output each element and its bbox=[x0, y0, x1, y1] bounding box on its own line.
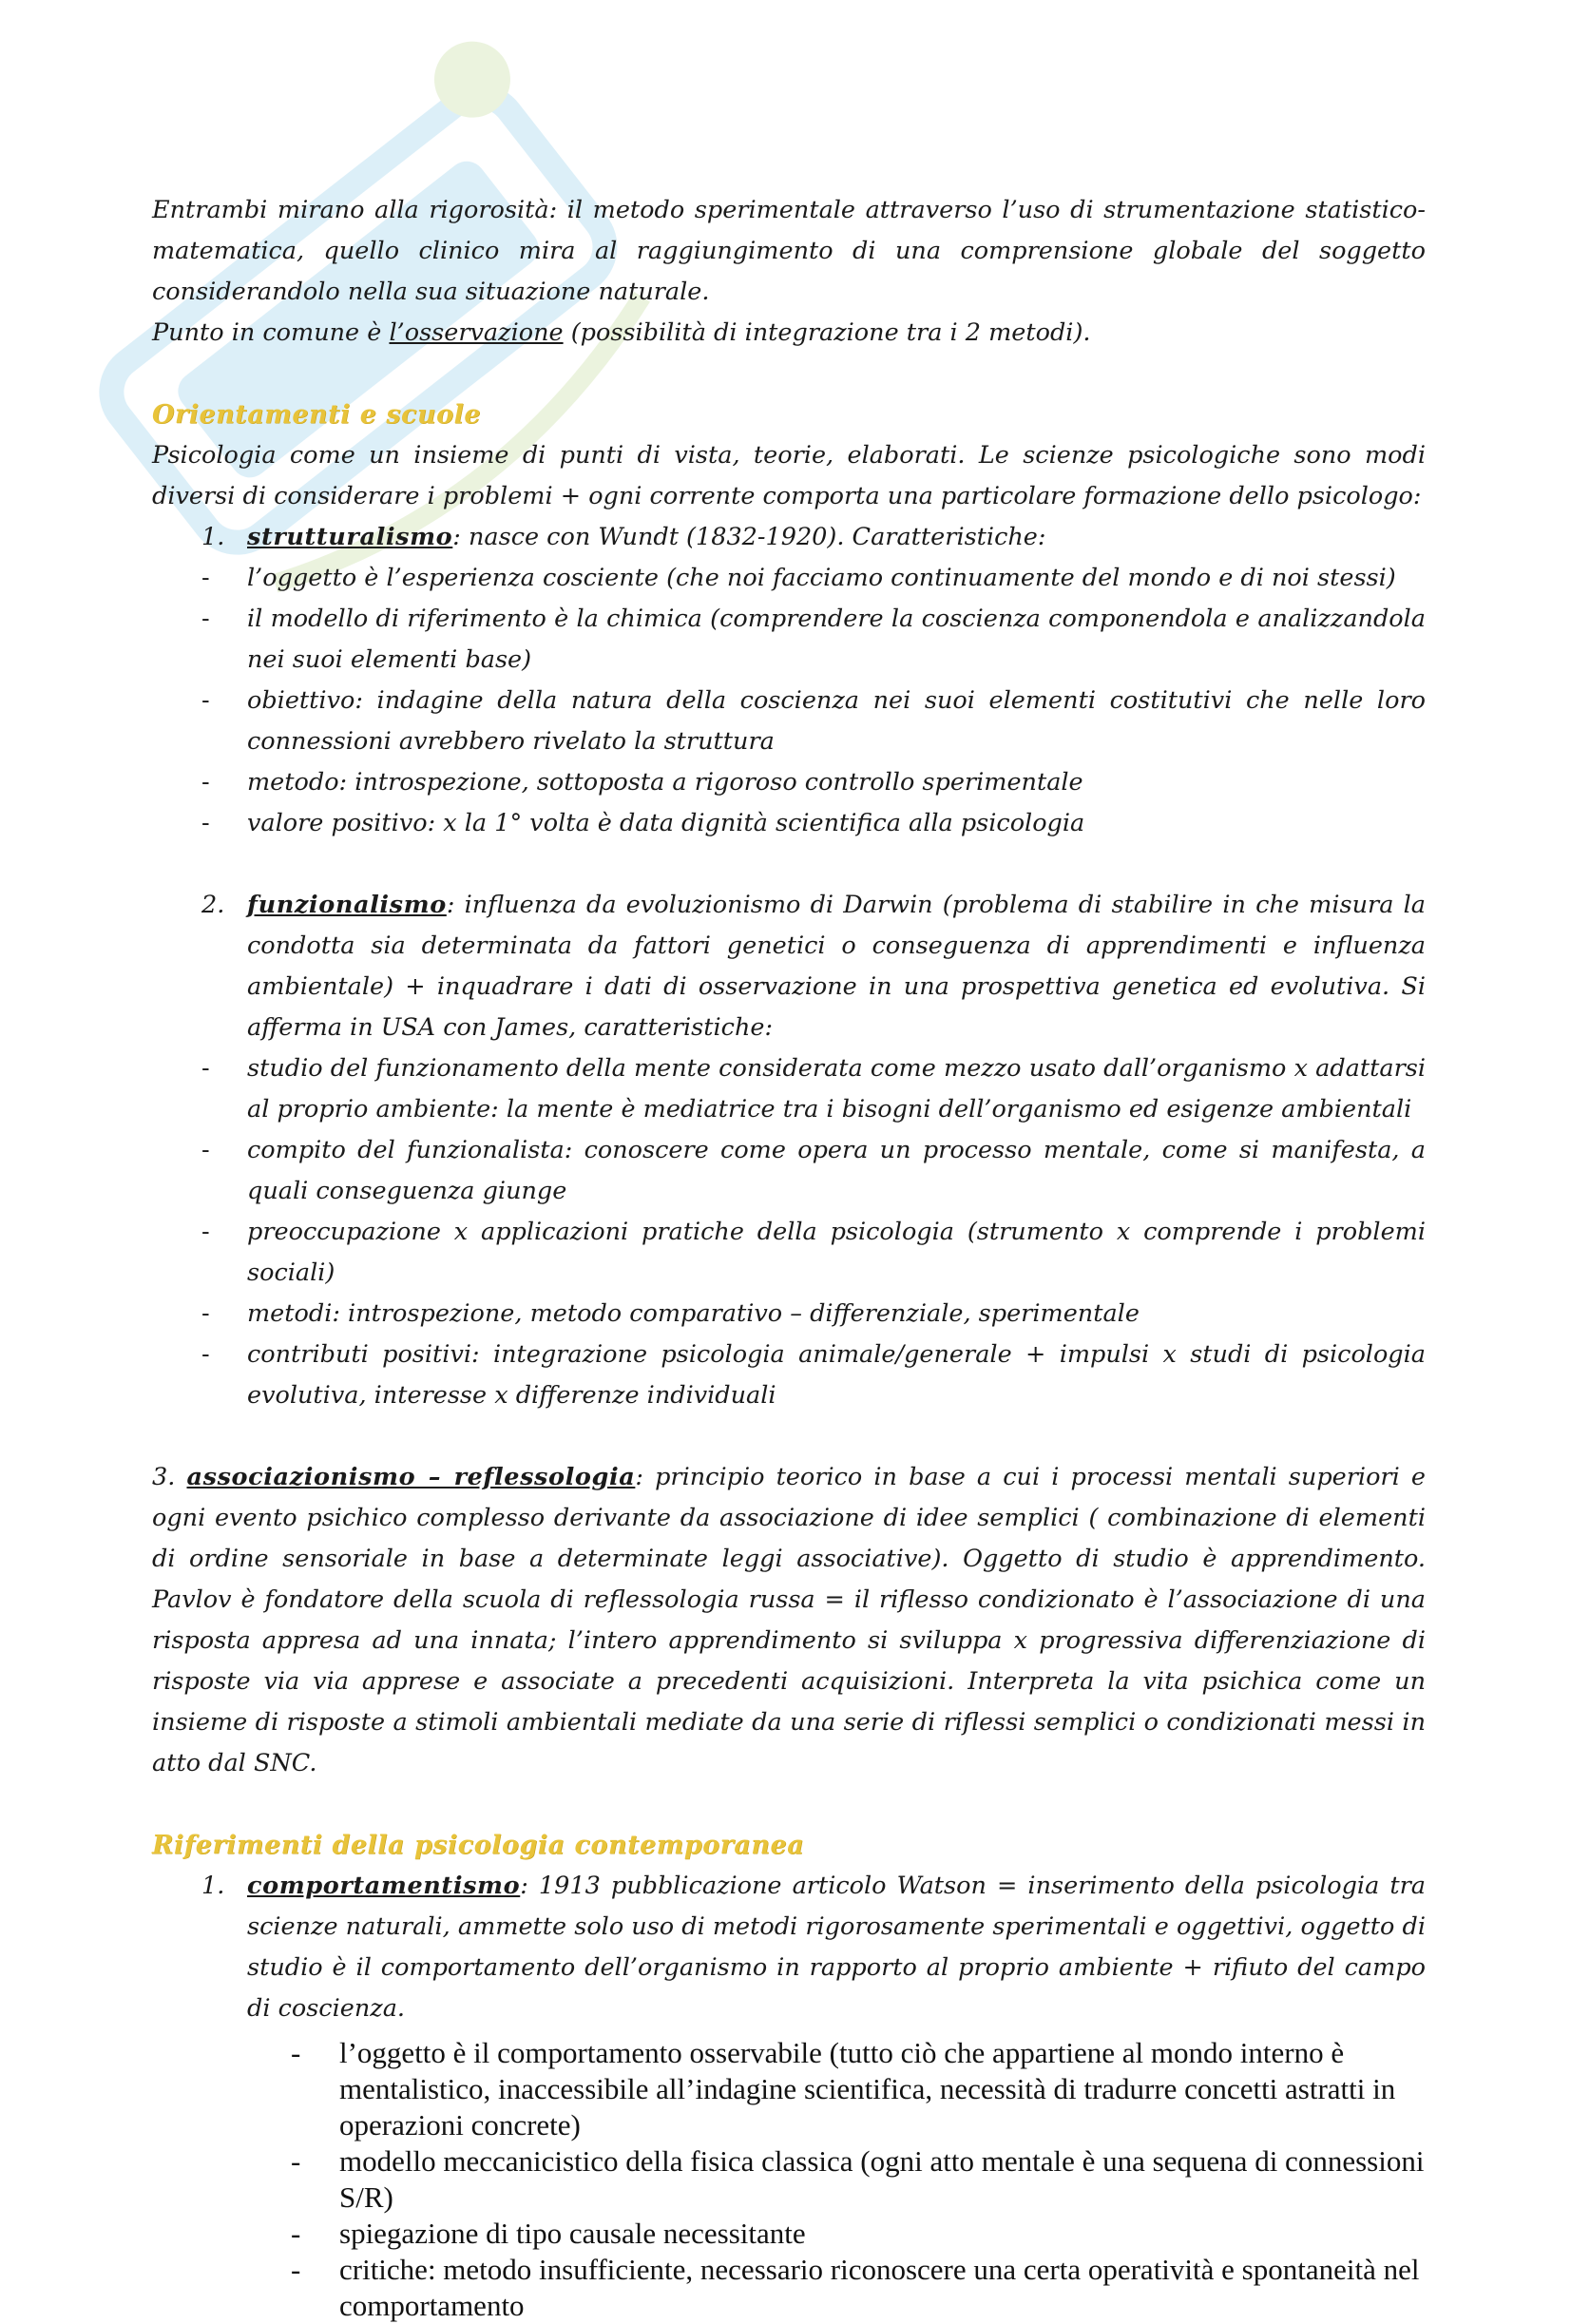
bullet-dash: - bbox=[291, 2036, 301, 2069]
document-page bbox=[152, 190, 1426, 2324]
item-text: : 1913 pubblicazione articolo Watson = inserimento della psicologia tra scienze naturali, ammette solo uso di metodi rigorosamente sperimentali e oggettivi, oggetto di studio è il comportamento dell’organismo in rapporto al proprio ambiente + rifiuto del campo di coscienza. bbox=[247, 1872, 1426, 2023]
bullet-dash: - bbox=[201, 809, 210, 837]
list-number: 1. bbox=[201, 523, 225, 551]
intro-paragraph-2 bbox=[152, 313, 1426, 354]
bullet-dash: - bbox=[201, 605, 210, 633]
bullet-text: il modello di riferimento è la chimica (comprendere la coscienza componendola e analizzandola nei suoi elementi base) bbox=[247, 605, 1426, 674]
bullet-item bbox=[152, 1048, 1426, 1130]
list-number: 1. bbox=[201, 1872, 225, 1900]
intro-text-end: (possibilità di integrazione tra i 2 metodi). bbox=[563, 318, 1091, 347]
list-number: 3. bbox=[152, 1463, 176, 1491]
bullet-dash: - bbox=[201, 1136, 210, 1164]
bullet-item bbox=[152, 599, 1426, 681]
bullet-dash: - bbox=[201, 1340, 210, 1369]
bullet-text: obiettivo: indagine della natura della coscienza nei suoi elementi costitutivi che nelle loro connessioni avrebbero rivelato la struttura bbox=[247, 686, 1426, 756]
bullet-text: contributi positivi: integrazione psicologia animale/generale + impulsi x studi di psicologia evolutiva, interesse x differenze individuali bbox=[247, 1340, 1426, 1410]
bullet-dash: - bbox=[201, 564, 210, 592]
bullet-dash: - bbox=[291, 2253, 301, 2286]
bullet-item bbox=[152, 1212, 1426, 1294]
bullet-item bbox=[152, 803, 1426, 844]
bullet-text: spiegazione di tipo causale necessitante bbox=[339, 2217, 806, 2250]
intro-paragraph: Entrambi mirano alla rigorosità: il metodo sperimentale attraverso l’uso di strumentazione statistico-matematica, quello clinico mira al raggiungimento di una comprensione globale del soggetto considerandolo nella sua situazione naturale. bbox=[152, 196, 1426, 306]
item-text: : nasce con Wundt (1832-1920). Caratteristiche: bbox=[452, 523, 1046, 551]
item-text: : principio teorico in base a cui i processi mentali superiori e ogni evento psichico complesso derivante da associazione di idee semplici ( combinazione di elementi di ordine sensoriale in base a determinate leggi associative). Oggetto di studio è apprendimento. Pavlov è fondatore della scuola di reflessologia russa = il riflesso condizionato è l’associazione di una risposta appresa ad una innata; l’intero apprendimento si sviluppa x progressiva differenziazione di risposte via via apprese e associate a precedenti acquisizioni. Interpreta la vita psichica come un insieme di risposte a stimoli ambientali mediate da una serie di riflessi semplici o condizionati messi in atto dal SNC. bbox=[152, 1463, 1426, 1777]
bullet-item bbox=[152, 1130, 1426, 1212]
bullet-text: l’oggetto è il comportamento osservabile (tutto ciò che appartiene al mondo interno è mentalistico, inaccessibile all’indagine scientifica, necessità di tradurre concetti astratti in operazioni concrete) bbox=[339, 2036, 1396, 2142]
bullet-dash: - bbox=[201, 1054, 210, 1083]
intro-text: Punto in comune è bbox=[152, 318, 390, 347]
bullet-text: studio del funzionamento della mente considerata come mezzo usato dall’organismo x adattarsi al proprio ambiente: la mente è mediatrice tra i bisogni dell’organismo ed esigenze ambientali bbox=[247, 1054, 1426, 1124]
bullet-dash: - bbox=[201, 686, 210, 715]
list-item-strutturalismo bbox=[152, 517, 1426, 558]
bullet-item bbox=[152, 2216, 1426, 2252]
section1-intro: Psicologia come un insieme di punti di vista, teorie, elaborati. Le scienze psicologiche sono modi diversi di considerare i problemi + ogni corrente comporta una particolare formazione dello psicologo: bbox=[152, 441, 1426, 510]
list-number: 2. bbox=[201, 891, 225, 919]
section-heading-riferimenti: Riferimenti della psicologia contemporanea bbox=[152, 1831, 805, 1860]
bullet-dash: - bbox=[201, 1218, 210, 1246]
term-strutturalismo: strutturalismo bbox=[247, 523, 453, 551]
bullet-dash: - bbox=[201, 768, 210, 797]
bullet-text: valore positivo: x la 1° volta è data dignità scientifica alla psicologia bbox=[247, 809, 1085, 837]
list-item-associazionismo bbox=[152, 1457, 1426, 1784]
bullet-item bbox=[152, 2252, 1426, 2324]
term-funzionalismo: funzionalismo bbox=[247, 891, 447, 919]
osservazione-term: l’osservazione bbox=[389, 318, 564, 347]
bullet-text: l’oggetto è l’esperienza cosciente (che noi facciamo continuamente del mondo e di noi stessi) bbox=[247, 564, 1396, 592]
term-comportamentismo: comportamentismo bbox=[247, 1872, 521, 1900]
item-text: : influenza da evoluzionismo di Darwin (problema di stabilire in che misura la condotta sia determinata da fattori genetici o conseguenza di apprendimenti e influenza ambientale) + inquadrare i dati di osservazione in una prospettiva genetica ed evolutiva. Si afferma in USA con James, caratteristiche: bbox=[247, 891, 1426, 1042]
bullet-text: metodi: introspezione, metodo comparativo – differenziale, sperimentale bbox=[247, 1299, 1140, 1328]
term-associazionismo: associazionismo – reflessologia bbox=[186, 1463, 636, 1491]
bullet-dash: - bbox=[291, 2217, 301, 2250]
bullet-item bbox=[152, 1335, 1426, 1416]
bullet-item bbox=[152, 762, 1426, 803]
section-heading-orientamenti: Orientamenti e scuole bbox=[152, 400, 482, 430]
bullet-dash: - bbox=[291, 2144, 301, 2178]
bullet-dash: - bbox=[201, 1299, 210, 1328]
bullet-item bbox=[152, 1294, 1426, 1335]
bullet-item bbox=[152, 2143, 1426, 2216]
bullet-item bbox=[152, 2035, 1426, 2143]
bullet-text: modello meccanicistico della fisica classica (ogni atto mentale è una sequena di connessioni S/R) bbox=[339, 2144, 1425, 2214]
bullet-item bbox=[152, 558, 1426, 599]
list-item-funzionalismo bbox=[152, 885, 1426, 1048]
bullet-text: metodo: introspezione, sottoposta a rigoroso controllo sperimentale bbox=[247, 768, 1083, 797]
bullet-text: compito del funzionalista: conoscere come opera un processo mentale, come si manifesta, a quali conseguenza giunge bbox=[247, 1136, 1426, 1205]
bullet-text: preoccupazione x applicazioni pratiche della psicologia (strumento x comprende i problemi sociali) bbox=[247, 1218, 1426, 1287]
bullet-item bbox=[152, 681, 1426, 762]
list-item-comportamentismo bbox=[152, 1866, 1426, 2029]
bullet-text: critiche: metodo insufficiente, necessario riconoscere una certa operatività e spontaneità nel comportamento bbox=[339, 2253, 1420, 2322]
